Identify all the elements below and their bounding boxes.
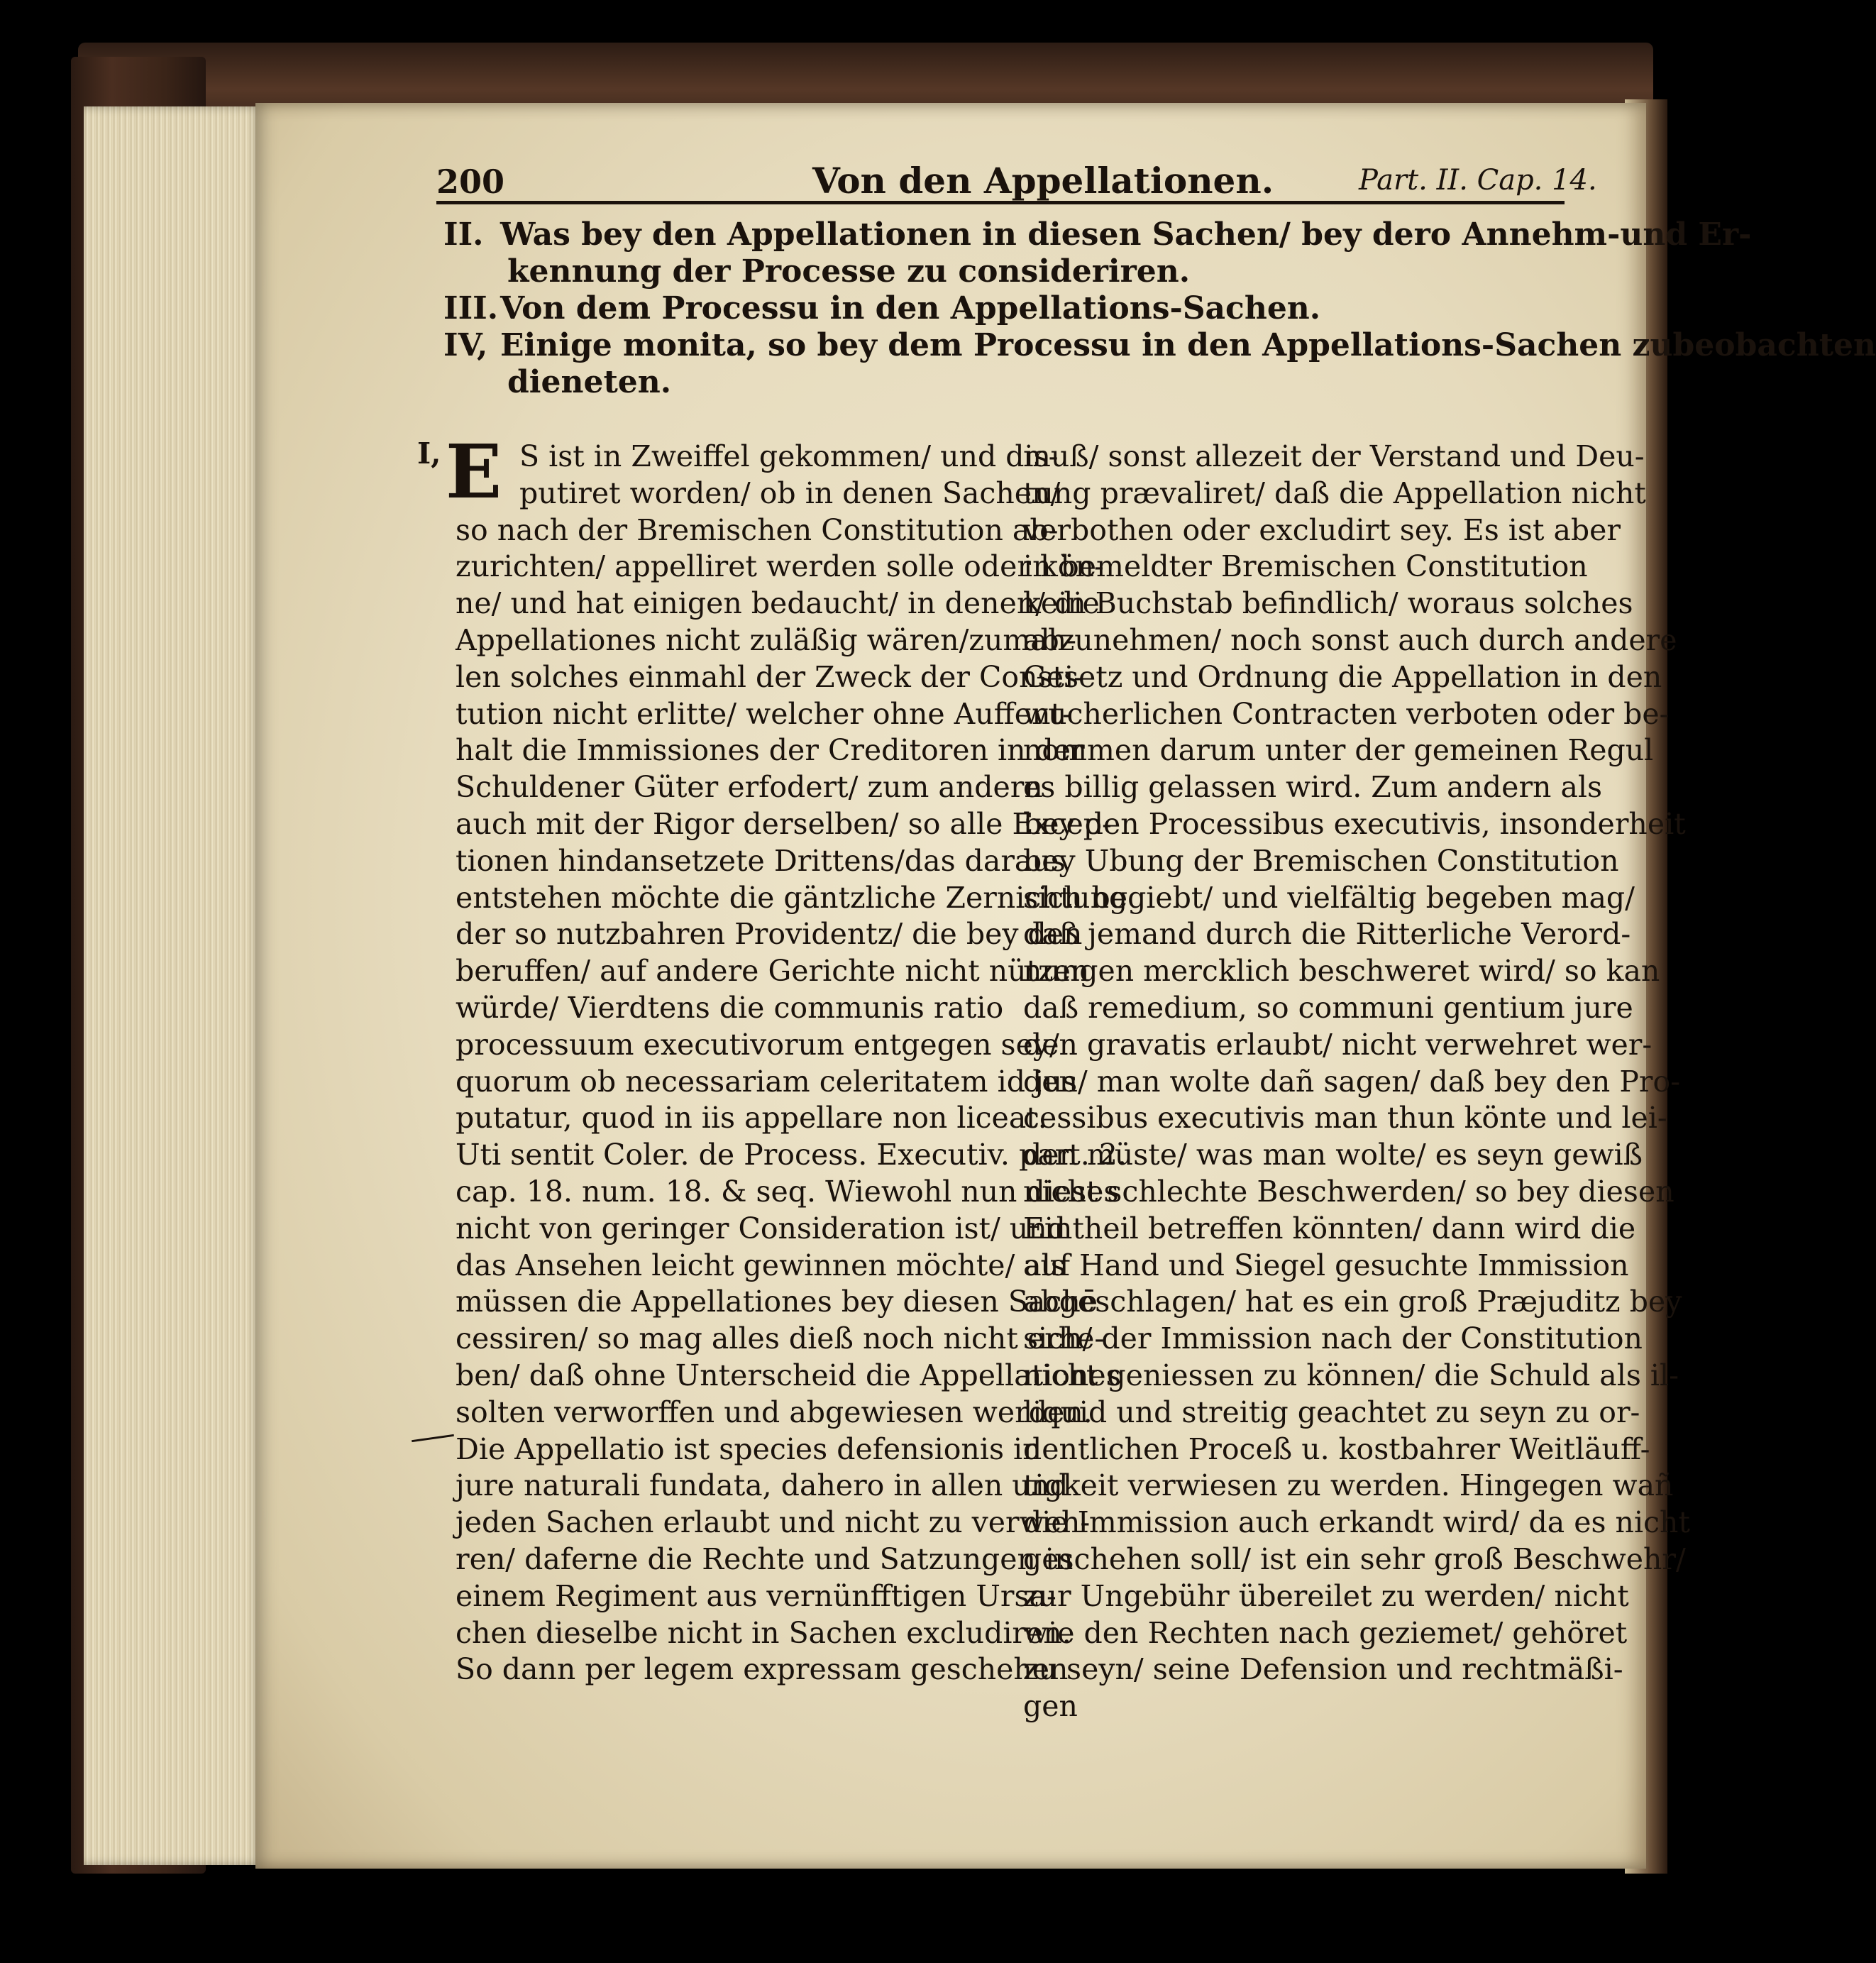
text-line: muß/ sonst allezeit der Verstand und Deu- [1023,439,1645,473]
text-line: verbothen oder excludirt sey. Es ist aber [1023,512,1621,547]
text-line: es billig gelassen wird. Zum andern als [1023,770,1603,805]
text-line: processuum executivorum entgegen sey/ [456,1027,1059,1062]
text-line: Eintheil betreffen könnten/ dann wird die [1023,1211,1636,1246]
text-line: tigkeit verwiesen zu werden. Hingegen wañ [1023,1468,1674,1503]
text-line: nicht geniessen zu können/ die Schuld als il- [1023,1358,1679,1392]
text-line: bey Ubung der Bremischen Constitution [1023,843,1619,878]
text-line: chen dieselbe nicht in Sachen excludiren. [456,1615,1071,1650]
text-line: jure naturali fundata, dahero in allen und [456,1468,1069,1503]
text-line: bey den Processibus executivis, insonderheit [1023,807,1686,841]
text-line: kein Buchstab befindlich/ woraus solches [1023,586,1633,621]
text-line: quorum ob necessariam celeritatem id jus [456,1064,1078,1099]
text-line: beruffen/ auf andere Gerichte nicht nützen [456,954,1090,989]
section-number: I, [417,436,441,471]
text-line: so nach der Bremischen Constitution ab- [456,512,1059,547]
text-line: liquid und streitig geachtet zu seyn zu or- [1023,1395,1640,1429]
text-line: in bemeldter Bremischen Constitution [1023,549,1588,584]
contents-item [443,216,1751,253]
text-line: jeden Sachen erlaubt und nicht zu verweh- [456,1505,1091,1540]
text-line: dentlichen Proceß u. kostbahrer Weitläuff- [1023,1431,1650,1466]
text-line: zurichten/ appelliret werden solle oder kön- [456,549,1104,584]
text-line: So dann per legem expressam geschehen [456,1652,1069,1687]
drop-cap-initial: E [446,428,502,515]
text-line: daß remedium, so communi gentium jure [1023,991,1633,1025]
text-line: tution nicht erlitte/ welcher ohne Auffent- [456,696,1072,731]
text-line: entstehen möchte die gäntzliche Zernichtung [456,880,1128,915]
contents-item [443,290,1320,326]
text-line: nicht schlechte Beschwerden/ so bey diesen [1023,1175,1674,1209]
text-line: wucherlichen Contracten verboten oder be- [1023,696,1670,731]
text-line: auf Hand und Siegel gesuchte Immission [1023,1248,1629,1282]
text-line: Appellationes nicht zuläßig wären/zumah- [456,623,1076,657]
contents-numeral: IV, [443,327,488,363]
text-line: wie den Rechten nach geziemet/ gehöret [1023,1615,1628,1650]
text-line: Gesetz und Ordnung die Appellation in den [1023,659,1662,694]
text-line: cessibus executivis man thun könte und lei- [1023,1101,1667,1136]
text-line: den müste/ was man wolte/ es seyn gewiß [1023,1138,1643,1172]
text-line: solten verworffen und abgewiesen werden. [456,1395,1093,1429]
text-line: der so nutzbahren Providentz/ die bey den [456,917,1083,952]
page [255,103,1876,1869]
contents-numeral: II. [443,216,484,253]
text-line: daß jemand durch die Ritterliche Verord- [1023,917,1631,952]
text-line: tionen hindansetzete Drittens/das daraus [456,843,1066,878]
contents-numeral: III. [443,290,499,326]
margin-mark [412,1434,454,1442]
text-line: gen [1023,1689,1078,1724]
text-line: halt die Immissiones der Creditoren in der [456,733,1085,768]
text-line: das Ansehen leicht gewinnen möchte/ als [456,1248,1066,1282]
page-header [255,160,1646,202]
contents-line: kennung der Processe zu consideriren. [507,253,1191,290]
text-line: putiret worden/ ob in denen Sachen/ [519,475,1061,510]
text-line: nommen darum unter der gemeinen Regul [1023,733,1654,768]
text-line: den gravatis erlaubt/ nicht verwehret wer- [1023,1027,1652,1062]
text-line: cessiren/ so mag alles dieß noch nicht erhe- [456,1321,1105,1356]
text-line: abgeschlagen/ hat es ein groß Præjuditz bey [1023,1285,1682,1319]
text-line: ne/ und hat einigen bedaucht/ in denen/ die [456,586,1100,621]
text-line: würde/ Vierdtens die communis ratio [456,991,1004,1025]
text-line: auch mit der Rigor derselben/ so alle Excep- [456,807,1112,841]
text-line: sich/ der Immission nach der Constitution [1023,1321,1643,1356]
text-line: nungen mercklich beschweret wird/ so kan [1023,954,1660,989]
part-reference: Part. II. Cap. 14. [1359,164,1597,197]
text-line: geschehen soll/ ist ein sehr groß Beschwehr/ [1023,1542,1686,1576]
text-line: S ist in Zweiffel gekommen/ und dis- [519,439,1059,473]
text-line: len solches einmahl der Zweck der Consti- [456,659,1083,694]
text-line: sich begiebt/ und vielfältig begeben mag/ [1023,880,1635,915]
text-line: ben/ daß ohne Unterscheid die Appellationes [456,1358,1121,1392]
contents-line: Von dem Processu in den Appellations-Sachen. [500,290,1321,326]
running-title: Von den Appellationen. [812,160,1274,202]
text-line: müssen die Appellationes bey diesen Sachē [456,1285,1098,1319]
contents-line: Einige monita, so bey dem Processu in den Appellations-Sachen zubeobachten [500,327,1876,363]
text-line: tung prævaliret/ daß die Appellation nicht [1023,475,1646,510]
text-line: ren/ daferne die Rechte und Satzungen in [456,1542,1074,1576]
contents-line: Was bey den Appellationen in diesen Sachen/ bey dero Annehm-und Er- [500,216,1752,253]
page-number: 200 [436,163,505,201]
text-line: zu seyn/ seine Defension und rechtmäßi- [1023,1652,1623,1687]
text-line: nicht von geringer Consideration ist/ und [456,1211,1066,1246]
text-line: die Immission auch erkandt wird/ da es nicht [1023,1505,1690,1540]
text-line: Uti sentit Coler. de Process. Executiv. part. 2. [456,1138,1127,1172]
text-line: Die Appellatio ist species defensionis in [456,1431,1042,1466]
text-line: abzunehmen/ noch sonst auch durch andere [1023,623,1677,657]
text-line: zur Ungebühr übereilet zu werden/ nicht [1023,1578,1629,1613]
text-line: einem Regiment aus vernünfftigen Ursa- [456,1578,1056,1613]
text-line: cap. 18. num. 18. & seq. Wiewohl nun dieses [456,1175,1119,1209]
contents-line: dieneten. [507,364,672,400]
text-line: putatur, quod in iis appellare non liceat. [456,1101,1047,1136]
text-line: den/ man wolte dañ sagen/ daß bey den Pro- [1023,1064,1681,1099]
header-rule [436,201,1565,204]
text-line: Schuldener Güter erfodert/ zum andern [456,770,1043,805]
contents-item [443,327,1876,363]
page-edges [84,106,261,1865]
